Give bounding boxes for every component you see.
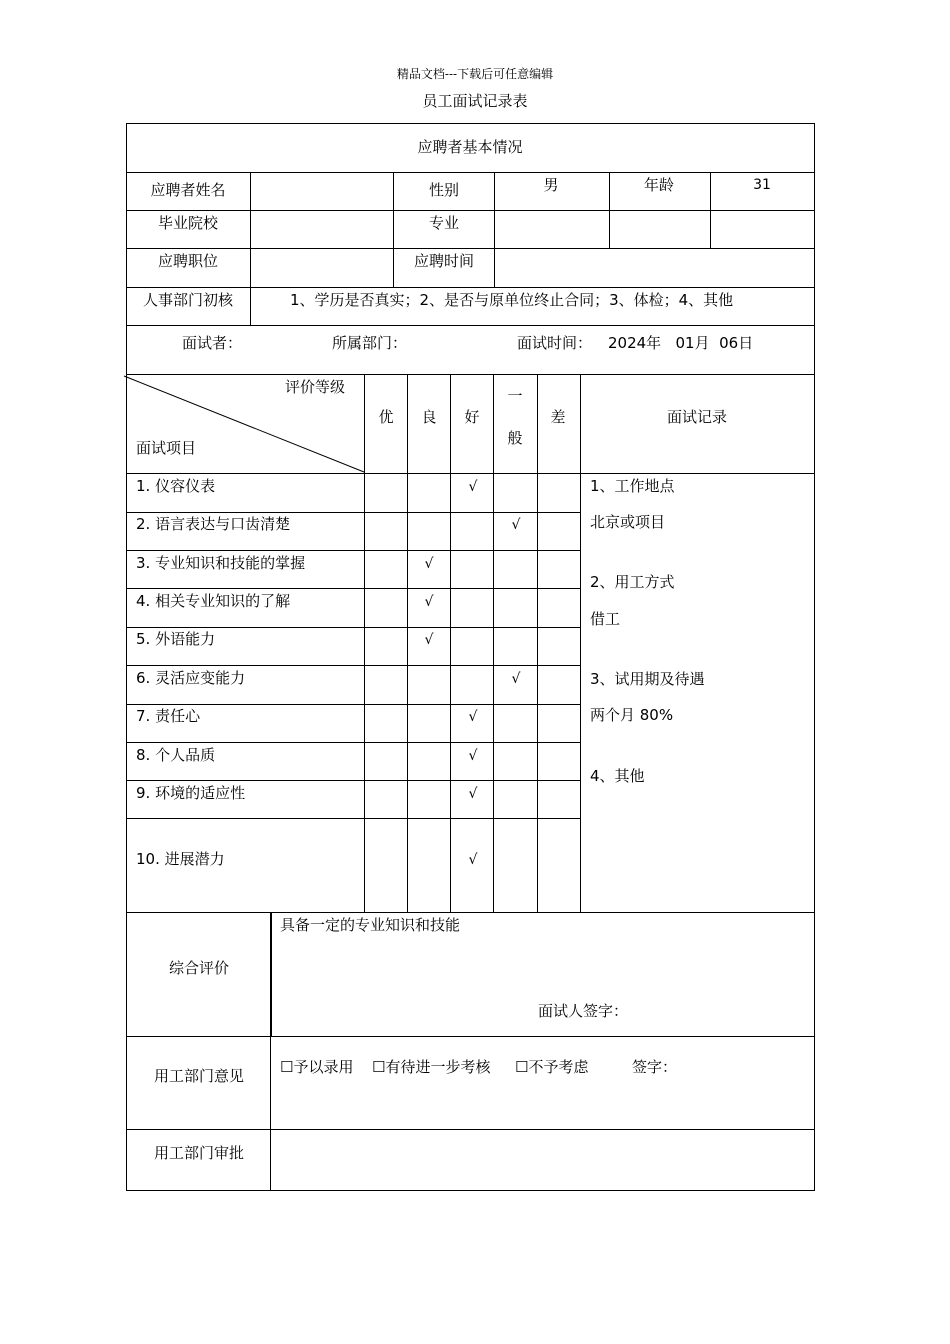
grade-header: 评价等级 [285,378,346,396]
interviewer-label: 面试者： [182,334,243,352]
record-line: 1、工作地点 [590,477,675,495]
top-note: 精品文档---下载后可任意编辑 [396,67,554,81]
name-label: 应聘者姓名 [150,181,226,199]
record-header: 面试记录 [666,408,728,426]
item-header: 面试项目 [136,439,197,457]
dept-opinion-label: 用工部门意见 [153,1067,245,1085]
record-line: 北京或项目 [590,513,666,531]
record-line: 借工 [590,610,621,628]
grade-excellent-header: 优 [378,408,394,426]
grade-average-header-line1: 一 [507,387,523,405]
check-mark: √ [468,748,478,764]
item-row-label: 1. 仪容仪表 [136,477,216,495]
item-row-label: 4. 相关专业知识的了解 [136,592,291,610]
record-line: 两个月 80% [590,706,674,724]
option-hire[interactable]: ☐予以录用 [280,1058,354,1076]
item-row-label: 9. 环境的适应性 [136,784,246,802]
check-mark: √ [511,671,521,687]
check-mark: √ [511,517,521,533]
record-line: 3、试用期及待遇 [590,670,705,688]
interviewer-signature-label: 面试人签字： [538,1002,629,1020]
interview-time-value: 2024年 01月 06日 [608,334,754,352]
record-line: 2、用工方式 [590,573,675,591]
hr-check-label: 人事部门初核 [142,291,234,309]
interview-time-label: 面试时间： [517,334,593,352]
check-mark: √ [424,556,434,572]
dept-approval-label: 用工部门审批 [153,1144,245,1162]
option-further-review[interactable]: ☐有待进一步考核 [372,1058,491,1076]
item-row-label: 3. 专业知识和技能的掌握 [136,554,306,572]
dept-signature-label: 签字： [632,1058,678,1076]
item-row-label: 5. 外语能力 [136,630,216,648]
form-title: 员工面试记录表 [422,92,528,110]
age-label: 年龄 [643,176,675,194]
check-mark: √ [468,709,478,725]
summary-label: 综合评价 [168,959,230,977]
gender-label: 性别 [428,181,460,199]
basic-section-title: 应聘者基本情况 [417,138,523,156]
apply-time-label: 应聘时间 [413,252,475,270]
summary-text: 具备一定的专业知识和技能 [280,916,461,934]
position-label: 应聘职位 [157,252,219,270]
hr-check-text: 1、学历是否真实；2、是否与原单位终止合同；3、体检；4、其他 [290,291,734,309]
item-row-label: 10. 进展潜力 [136,850,225,868]
item-row-label: 6. 灵活应变能力 [136,669,246,687]
item-row-label: 2. 语言表达与口齿清楚 [136,515,291,533]
check-mark: √ [468,852,478,868]
record-line: 4、其他 [590,767,645,785]
check-mark: √ [468,479,478,495]
option-reject[interactable]: ☐不予考虑 [515,1058,589,1076]
check-mark: √ [468,786,478,802]
check-mark: √ [424,632,434,648]
gender-value: 男 [543,176,559,194]
department-label: 所属部门： [332,334,408,352]
check-mark: √ [424,594,434,610]
item-row-label: 7. 责任心 [136,707,201,725]
item-row-label: 8. 个人品质 [136,746,216,764]
grade-fine-header: 好 [464,408,480,426]
age-value: 31 [753,177,771,193]
grade-good-header: 良 [421,408,437,426]
grade-average-header-line2: 般 [507,429,523,447]
major-label: 专业 [428,214,460,232]
grade-poor-header: 差 [550,408,566,426]
school-label: 毕业院校 [157,214,219,232]
